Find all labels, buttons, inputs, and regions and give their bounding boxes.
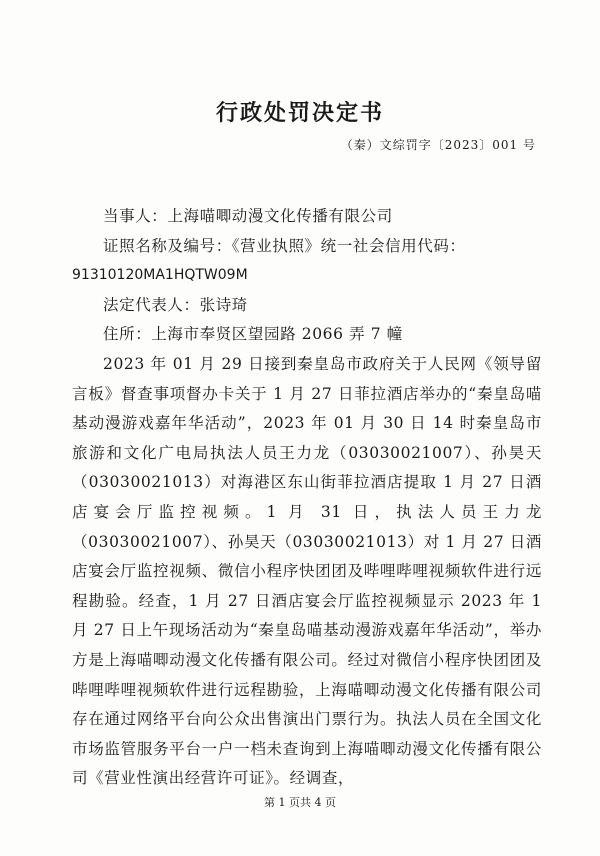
legal-representative-line: 法定代表人：张诗琦: [103, 295, 248, 314]
case-facts-paragraph: 2023 年 01 月 29 日接到秦皇岛市政府关于人民网《领导留言板》督查事项督办卡关于 1 月 27 日菲拉酒店举办的“秦皇岛喵基动漫游戏嘉年华活动”，2023 年 01 月 30 日 14 时秦皇岛市旅游和文化广电局执法人员王力龙（03030021007）、孙昊天（03030021013）对海港区东山街菲拉酒店提取 1 月 27 日酒店宴会厅监控视频。1 月 31 日，执法人员王力龙（03030021007）、孙昊天（03030021013）对 1 月 27 日酒店宴会厅监控视频、微信小程序快团团及哔哩哔哩视频软件进行远程勘验。经查，1 月 27 日酒店宴会厅监控视频显示 2023 年 1 月 27 日上午现场活动为“秦皇岛喵基动漫游戏嘉年华活动”，举办方是上海喵唧动漫文化传播有限公司。经过对微信小程序快团团及哔哩哔哩视频软件进行远程勘验，上海喵唧动漫文化传播有限公司存在通过网络平台向公众出售演出门票行为。执法人员在全国文化市场监管服务平台一户一档未查询到上海喵唧动漫文化传播有限公司《营业性演出经营许可证》。经调查，: [72, 354, 542, 788]
page-indicator: 第 1 页共 4 页: [264, 796, 336, 809]
party-line: 当事人：上海喵唧动漫文化传播有限公司: [103, 207, 393, 225]
document-body: [72, 202, 542, 794]
document-title: 行政处罚决定书: [215, 100, 384, 126]
document-number: （秦）文综罚字〔2023〕001 号: [340, 138, 536, 152]
address-line: 住所：上海市奉贤区望园路 2066 弄 7 幢: [103, 325, 403, 344]
credit-code: 91310120MA1HQTW09M: [72, 267, 248, 284]
license-line: 证照名称及编号：《营业执照》统一社会信用代码：: [103, 236, 466, 255]
